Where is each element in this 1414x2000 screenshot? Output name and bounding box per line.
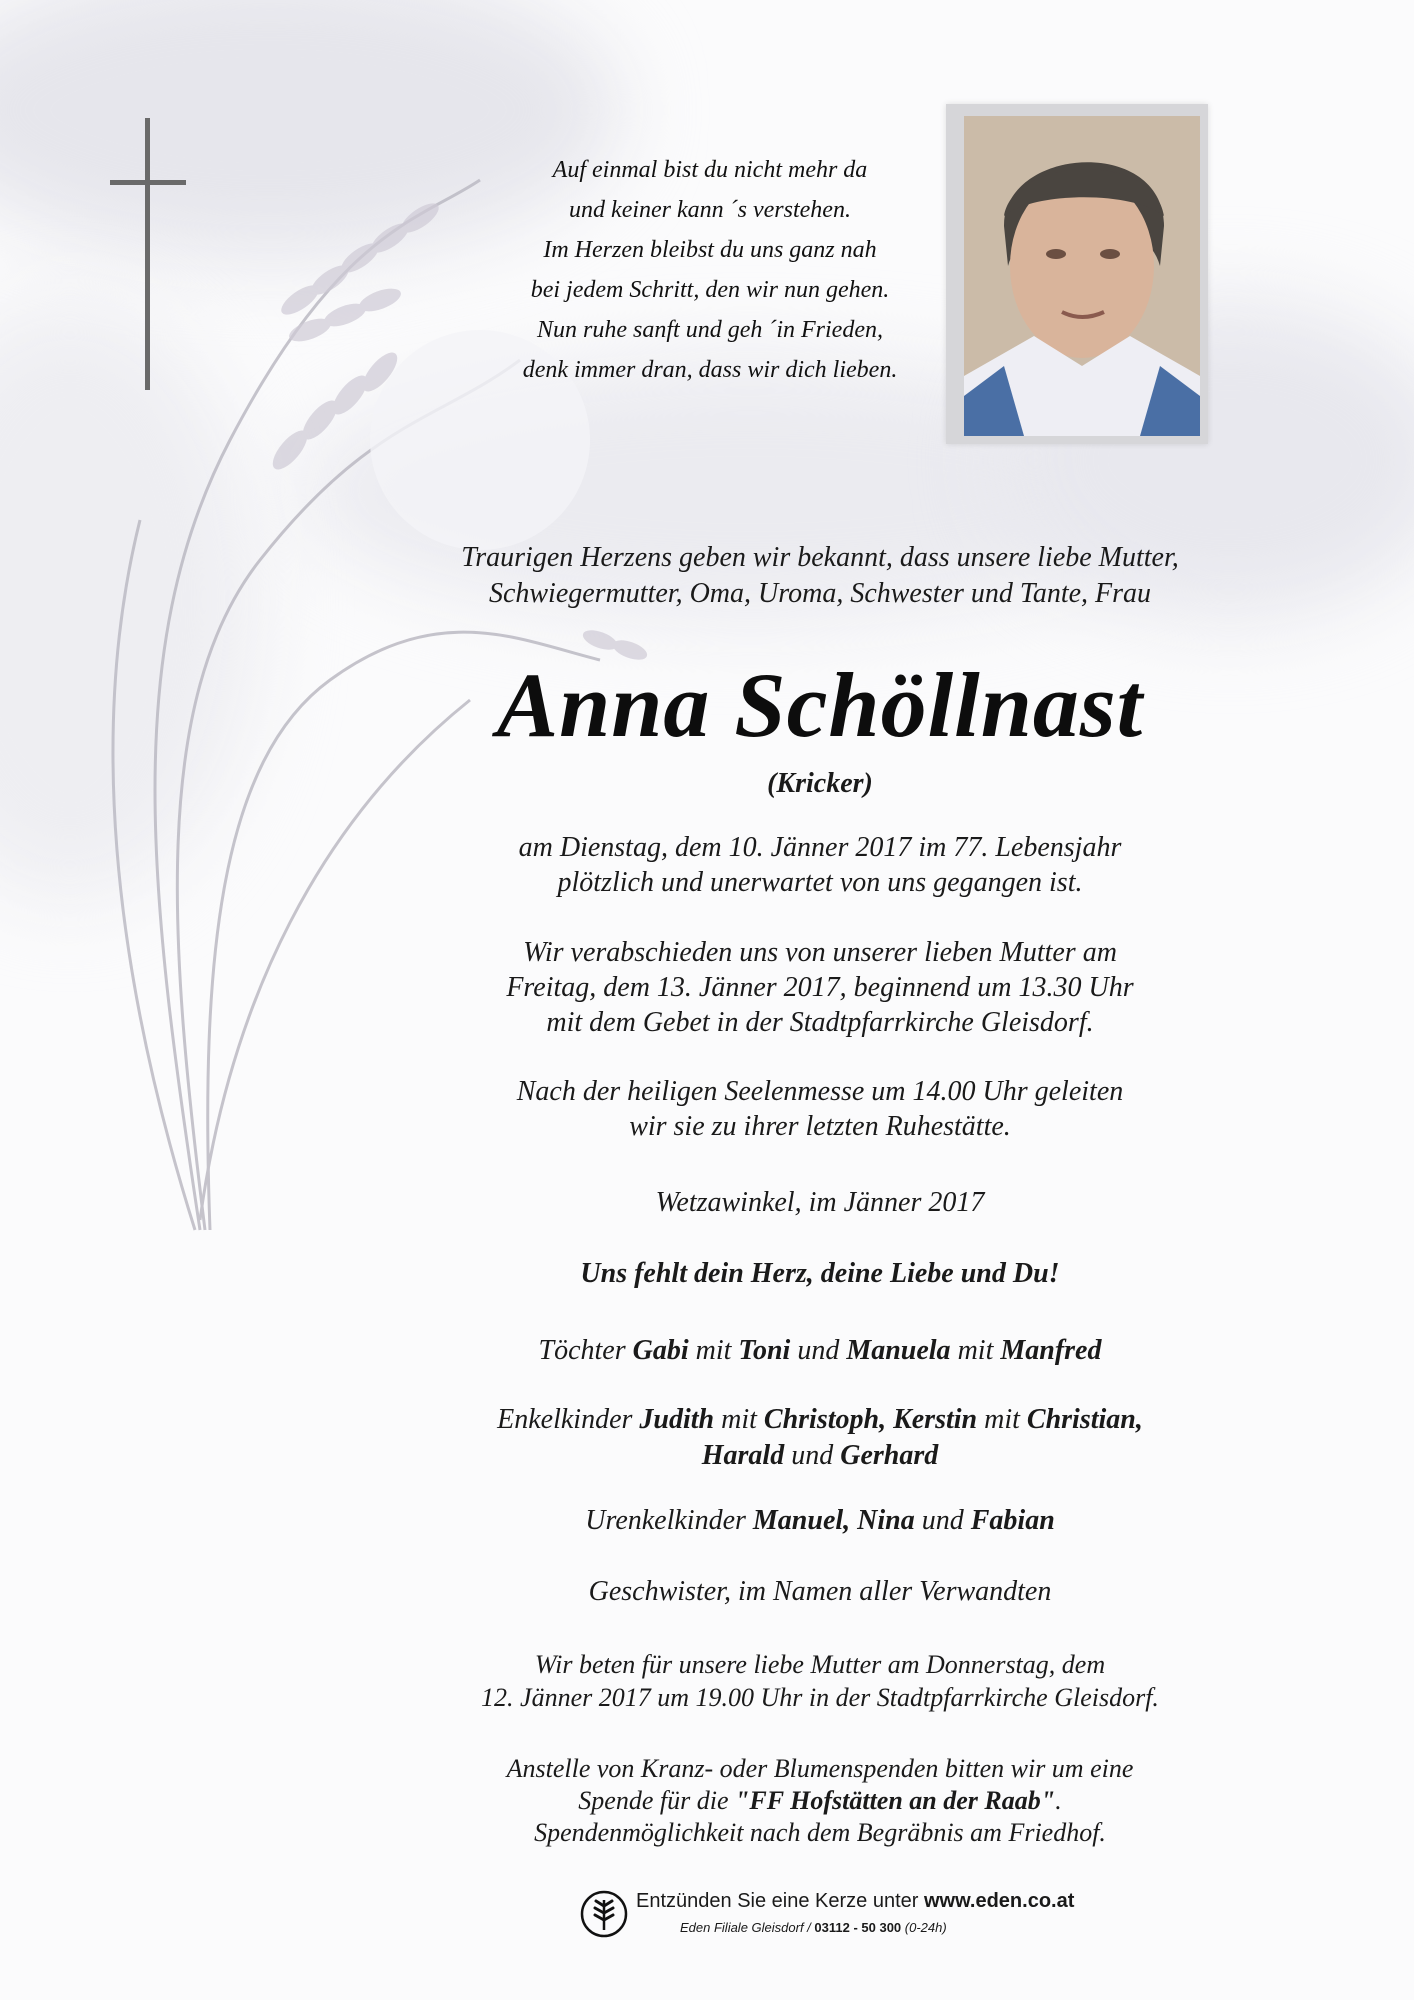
poem-line: bei jedem Schritt, den wir nun gehen. (530, 277, 890, 303)
connector: und (790, 1335, 847, 1366)
death-notice (380, 830, 1260, 900)
place-date: Wetzawinkel, im Jänner 2017 (655, 1187, 985, 1218)
family-siblings: Geschwister, im Namen aller Verwandten (588, 1576, 1052, 1607)
deceased-name: Anna Schöllnast (496, 654, 1144, 756)
farewell-line: mit dem Gebet in der Stadtpfarrkirche Gleisdorf. (546, 1007, 1094, 1038)
death-notice-line: plötzlich und unerwartet von uns gegangen ist. (557, 867, 1083, 898)
poem-line: denk immer dran, dass wir dich lieben. (522, 357, 898, 383)
connector: mit (714, 1404, 764, 1435)
eden-wheat-logo-icon (580, 1890, 628, 1938)
family-daughters (380, 1335, 1260, 1367)
connector: mit (950, 1335, 1001, 1366)
intro-line: Traurigen Herzens geben wir bekannt, dass unsere liebe Mutter, (461, 542, 1179, 573)
family-name: Harald (701, 1440, 785, 1471)
family-name: Judith (639, 1404, 715, 1435)
donation-line: Spendenmöglichkeit nach dem Begräbnis am Friedhof. (534, 1818, 1106, 1847)
family-name: Toni (738, 1335, 791, 1366)
mass-line: wir sie zu ihrer letzten Ruhestätte. (629, 1111, 1011, 1142)
phone-number: 03112 - 50 300 (814, 1920, 902, 1935)
donation-notice (380, 1753, 1260, 1849)
family-label: Töchter (538, 1335, 633, 1366)
connector: mit (688, 1335, 739, 1366)
portrait-photo (964, 116, 1200, 436)
family-name: Christian, (1026, 1404, 1143, 1435)
motto: Uns fehlt dein Herz, deine Liebe und Du! (580, 1258, 1060, 1289)
connector: und (784, 1440, 841, 1471)
family-name: Gerhard (840, 1440, 939, 1471)
latin-cross-icon (110, 118, 186, 390)
prayer-line: 12. Jänner 2017 um 19.00 Uhr in der Stadtpfarrkirche Gleisdorf. (481, 1683, 1159, 1712)
poem-line: Im Herzen bleibst du uns ganz nah (543, 237, 877, 263)
footer-text: Entzünden Sie eine Kerze unter (636, 1890, 924, 1912)
branch-info (680, 1920, 947, 1935)
death-notice-line: am Dienstag, dem 10. Jänner 2017 im 77. Lebensjahr (518, 832, 1122, 863)
family-name: Manuela (846, 1335, 951, 1366)
family-name: Christoph, Kerstin (763, 1404, 978, 1435)
farewell-line: Freitag, dem 13. Jänner 2017, beginnend um 13.30 Uhr (506, 972, 1134, 1003)
donation-text: . (1055, 1786, 1062, 1815)
donation-line (380, 1785, 1260, 1817)
farewell-notice (380, 935, 1260, 1040)
connector: und (914, 1505, 971, 1536)
prayer-line: Wir beten für unsere liebe Mutter am Donnerstag, dem (534, 1650, 1106, 1679)
footer (580, 1888, 1080, 1948)
intro-line: Schwiegermutter, Oma, Uroma, Schwester und Tante, Frau (488, 578, 1152, 609)
eden-url-link[interactable]: www.eden.co.at (923, 1890, 1075, 1912)
opening-hours: (0-24h) (901, 1920, 947, 1935)
family-grandchildren (380, 1402, 1260, 1474)
poem-line: Auf einmal bist du nicht mehr da (552, 157, 868, 183)
poem-line: Nun ruhe sanft und geh ´in Frieden, (537, 317, 883, 343)
intro-text (380, 540, 1260, 612)
mass-notice (380, 1074, 1260, 1144)
farewell-line: Wir verabschieden uns von unserer lieben Mutter am (523, 937, 1117, 968)
candle-link-text (636, 1890, 1074, 1913)
mass-line: Nach der heiligen Seelenmesse um 14.00 Uhr geleiten (516, 1076, 1124, 1107)
connector: mit (977, 1404, 1027, 1435)
family-name: Fabian (970, 1505, 1055, 1536)
branch-name: Eden Filiale Gleisdorf / (680, 1920, 815, 1935)
family-name: Gabi (632, 1335, 689, 1366)
maiden-name: (Kricker) (767, 768, 873, 799)
prayer-notice (380, 1648, 1260, 1714)
family-name: Manfred (1000, 1335, 1102, 1366)
donation-text: Spende für die (578, 1786, 735, 1815)
poem (440, 150, 980, 390)
family-label: Enkelkinder (497, 1404, 640, 1435)
family-name: Manuel, Nina (752, 1505, 915, 1536)
family-great-grandchildren (380, 1505, 1260, 1537)
poem-line: und keiner kann ´s verstehen. (569, 197, 851, 223)
family-label: Urenkelkinder (585, 1505, 753, 1536)
donation-line: Anstelle von Kranz- oder Blumenspenden bitten wir um eine (506, 1754, 1134, 1783)
donation-recipient: "FF Hofstätten an der Raab" (734, 1786, 1056, 1815)
